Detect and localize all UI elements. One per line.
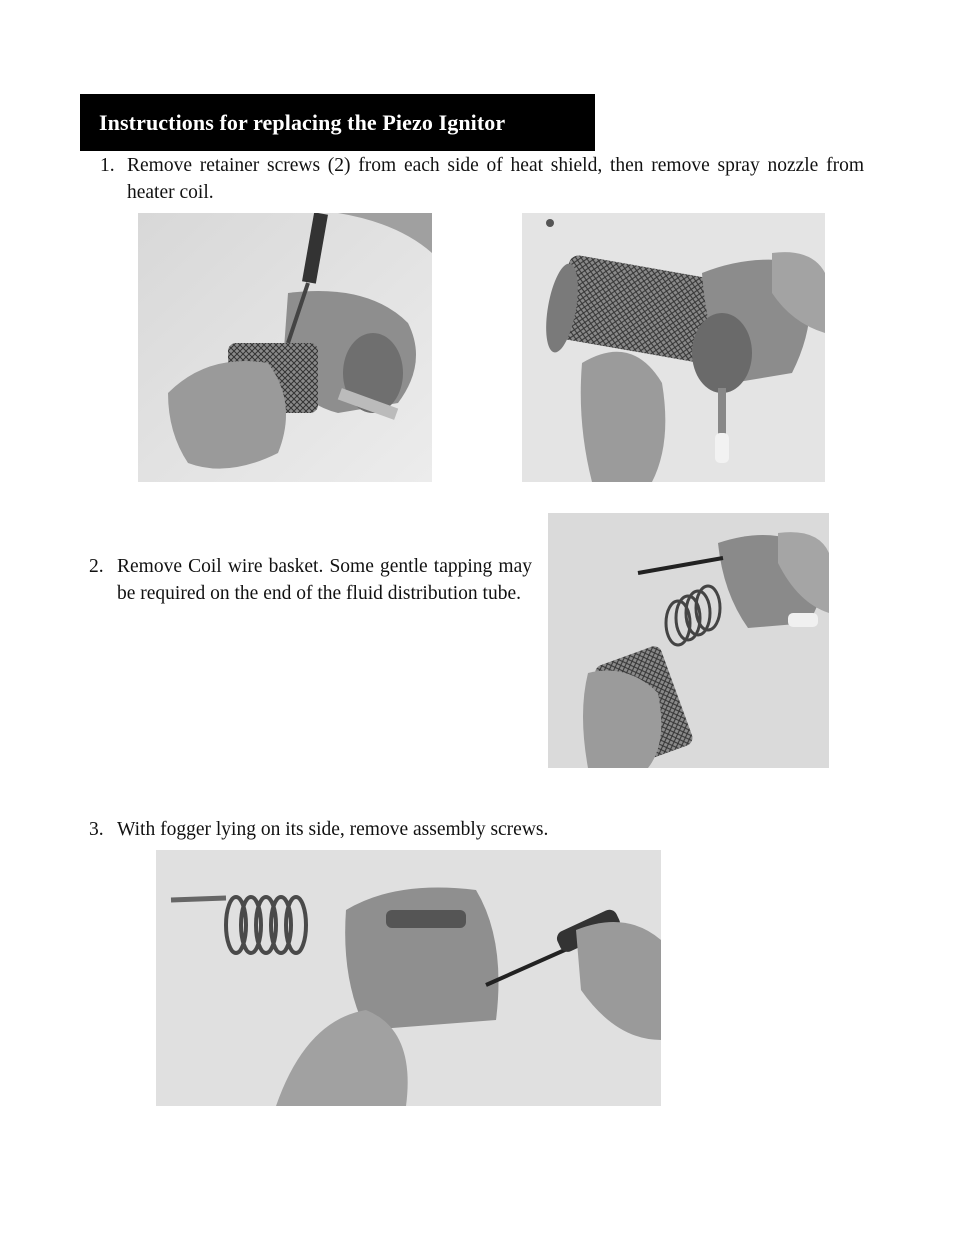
step-3	[89, 816, 689, 843]
section-title: Instructions for replacing the Piezo Ignitor	[99, 109, 506, 135]
photo-remove-assembly-screws	[156, 850, 661, 1106]
step-number: 2.	[89, 556, 104, 577]
step-text: Remove retainer screws (2) from each side of heat shield, then remove spray nozzle from heater coil.	[127, 155, 864, 203]
section-header	[80, 94, 595, 151]
photo-coil-basket-removed	[548, 513, 829, 768]
step-number: 3.	[89, 819, 104, 840]
step-2	[89, 553, 532, 607]
photo-remove-retainer-screws	[138, 213, 432, 482]
step-text: Remove Coil wire basket. Some gentle tapping may be required on the end of the fluid distribution tube.	[117, 556, 532, 604]
step-text: With fogger lying on its side, remove assembly screws.	[117, 819, 549, 840]
step-number: 1.	[100, 155, 115, 176]
step-1	[100, 152, 864, 206]
photo-heat-shield-removed	[522, 213, 825, 482]
